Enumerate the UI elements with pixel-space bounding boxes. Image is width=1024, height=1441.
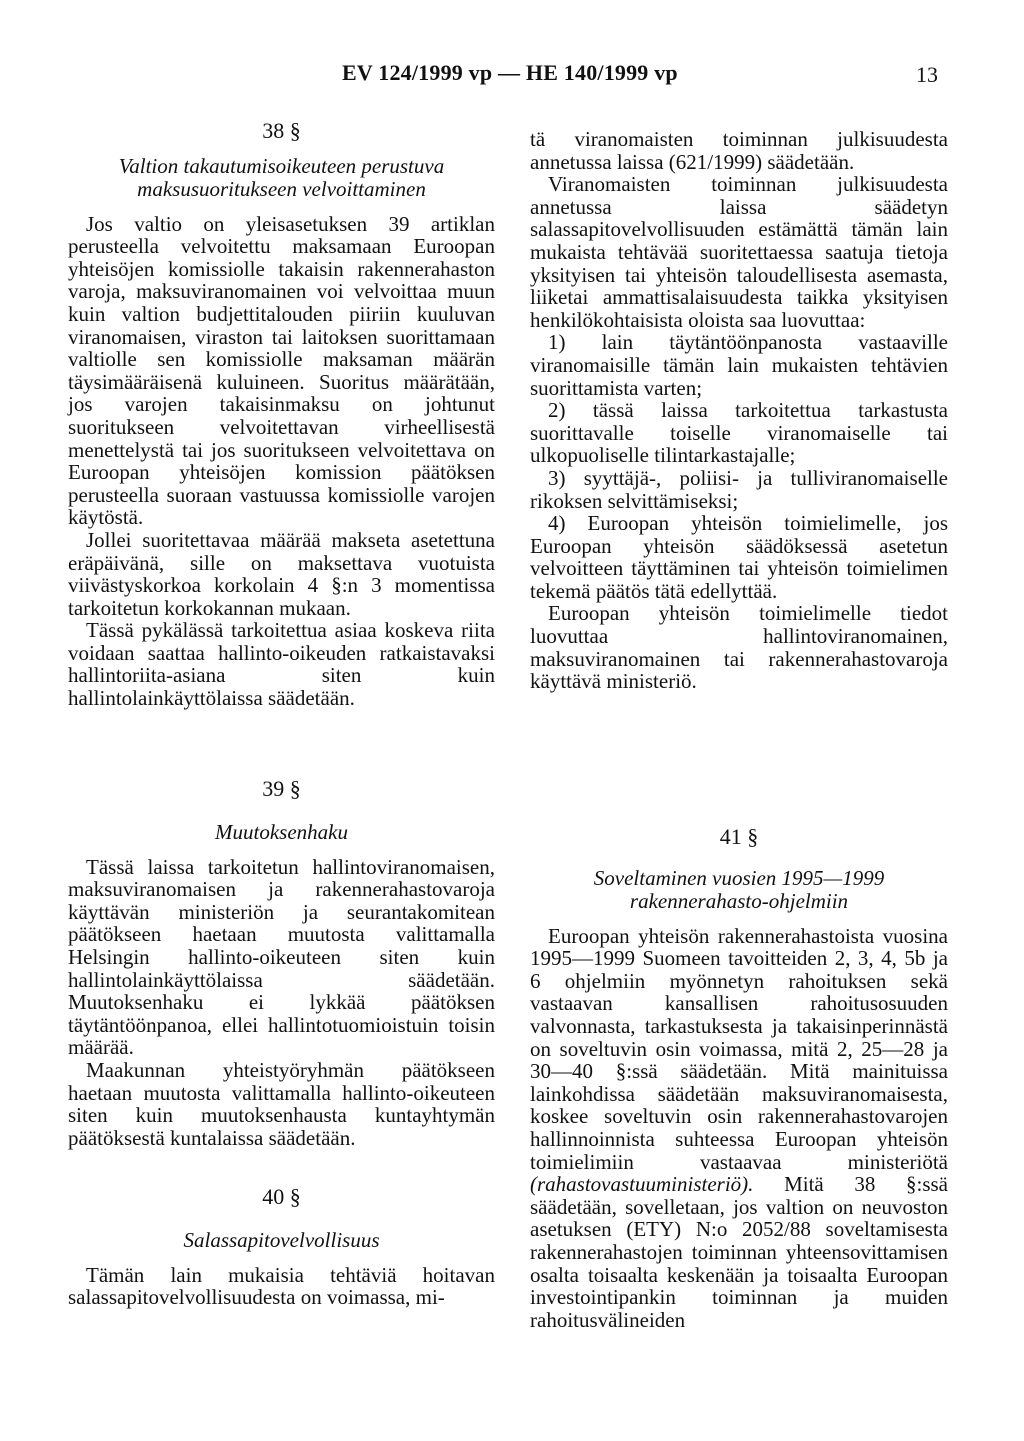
left-column-section-39 (68, 778, 495, 1149)
section-38-title: Valtion takautumisoikeuteen perustuva maksusuoritukseen velvoittaminen (118, 153, 445, 201)
section-39-paragraph-2: Maakunnan yhteistyöryhmän päätökseen haetaan muutosta valittamalla hallinto-oikeuteen siten kuin muutoksenhausta kuntayhtymän päätöksestä kuntalaissa säädetään. (68, 1057, 495, 1150)
page-header (0, 60, 1024, 100)
section-39-number: 39 § (262, 776, 301, 801)
disclosure-item-1: 1) lain täytäntöönpanosta vastaaville viranomaisille tämän lain mukaisten tehtävien suorittamista varten; (530, 330, 948, 400)
right-column-section-41 (530, 826, 948, 1331)
section-38-number: 38 § (262, 118, 301, 143)
section-39-paragraph-1: Tässä laissa tarkoitetun hallintoviranomaisen, maksuviranomaisen ja rakennerahastovaroja käyttävän ministeriön ja seurantakomitean päätökseen haetaan muutosta valittamalla Helsingin hallinto-oikeuteen siten kuin hallintolainkäyttölaissa säädetään. Muutoksenhaku ei lykkää päätöksen täytäntöönpanoa, ellei hallintotuomioistuin toisin määrää. (68, 854, 495, 1060)
left-column-section-40 (68, 1186, 495, 1309)
section-41-text-rest: Mitä 38 §:ssä säädetään, sovelletaan, jos valtion on neuvoston asetuksen (ETY) N:o 2052/88 soveltamisesta rakennerahastojen toiminnan yhteensovittamisen osalta toisaalta keskenään ja toisaalta Euroopan investointipankin toiminnan ja muiden rahoitusvälineiden (530, 1172, 948, 1332)
section-40-paragraph-1: Tämän lain mukaisia tehtäviä hoitavan salassapitovelvollisuudesta on voimassa, mi- (68, 1262, 495, 1310)
section-41-paragraph-1 (530, 925, 948, 1332)
disclosure-item-3: 3) syyttäjä-, poliisi- ja tulliviranomaiselle rikoksen selvittämiseksi; (530, 465, 948, 513)
section-41-number: 41 § (719, 824, 759, 849)
section-38-paragraph-2: Jollei suoritettavaa määrää makseta asetettuna eräpäivänä, sille on maksettava vuotuista viivästyskorkoa korkolain 4 §:n 3 momentissa tarkoitetun korkokannan mukaan. (68, 527, 495, 620)
section-40-number: 40 § (262, 1184, 301, 1209)
page-number: 13 (916, 62, 938, 87)
section-40-title: Salassapitovelvollisuus (183, 1227, 380, 1252)
section-40-paragraph-3: Euroopan yhteisön toimielimelle tiedot luovuttaa hallintoviranomainen, maksuviranomainen tai rakennerahastovaroja käyttävä ministeriö. (530, 601, 948, 694)
left-column-section-38 (68, 120, 495, 710)
disclosure-item-4: 4) Euroopan yhteisön toimielimelle, jos Euroopan yhteisön säädöksessä asetetun velvoitteen täyttäminen tai yhteisön toimielimen tekemä päätös tätä edellyttää. (530, 511, 948, 603)
section-41-title: Soveltaminen vuosien 1995—1999 rakennerahasto-ohjelmiin (593, 865, 885, 913)
right-column-continuation (530, 128, 948, 693)
section-38-paragraph-3: Tässä pykälässä tarkoitettua asiaa koskeva riita voidaan saattaa hallinto-oikeuden ratkaistavaksi hallintoriita-asiana siten kuin hallintolainkäyttölaissa säädetään. (68, 618, 495, 711)
section-39-title: Muutoksenhaku (215, 819, 348, 844)
document-reference: EV 124/1999 vp — HE 140/1999 vp (342, 60, 678, 85)
section-41-text: Euroopan yhteisön rakennerahastoista vuosina 1995—1999 Suomeen tavoitteiden 2, 3, 4, 5b ja 6 ohjelmiin myönnetyn rahoituksen sekä vastaavan kansallisen rahoitusosuuden valvonnasta, tarkastuksesta ja takaisinperinnästä on soveltuvin osin voimassa, mitä 2, 25—28 ja 30—40 §:ssä säädetään. Mitä mainituissa lainkohdissa säädetään maksuviranomaisesta, koskee soveltuvin osin rakennerahastovarojen hallinnoinnista suhteessa Euroopan yhteisön toimielimiin vastaavaa ministeriötä (530, 923, 948, 1174)
section-40-continuation: tä viranomaisten toiminnan julkisuudesta annetussa laissa (621/1999) säädetään. (530, 127, 948, 174)
section-41-italic-term: (rahastovastuuministeriö). (530, 1172, 754, 1197)
section-38-paragraph-1: Jos valtio on yleisasetuksen 39 artiklan perusteella velvoitettu maksamaan Euroopan yhteisöjen komissiolle takaisin rakennerahaston varoja, maksuviranomainen voi velvoittaa muun kuin valtion budjettitalouden piiriin kuuluvan viranomaisen, viraston tai laitoksen suorittamaan valtiolle sen komissiolle maksaman määrän täysimääräisenä kuluineen. Suoritus määrätään, jos varojen takaisinmaksu on johtunut suoritukseen velvoitettavan virheellisestä menettelystä tai jos suoritukseen velvoitettava on Euroopan yhteisöjen komission päätöksen perusteella suoraan vastuussa komissiolle varojen käytöstä. (68, 211, 495, 530)
disclosure-item-2: 2) tässä laissa tarkoitettua tarkastusta suorittavalle toiselle viranomaiselle tai ulkopuoliselle tilintarkastajalle; (530, 398, 948, 468)
section-40-paragraph-2: Viranomaisten toiminnan julkisuudesta annetussa laissa säädetyn salassapitovelvollisuuden estämättä tämän lain mukaista tehtävää suoritettaessa saatuja tietoja yksityisen tai yhteisön taloudellisesta asemasta, liiketai ammattisalaisuudesta taikka yksityisen henkilökohtaisista oloista saa luovuttaa: (530, 172, 948, 332)
